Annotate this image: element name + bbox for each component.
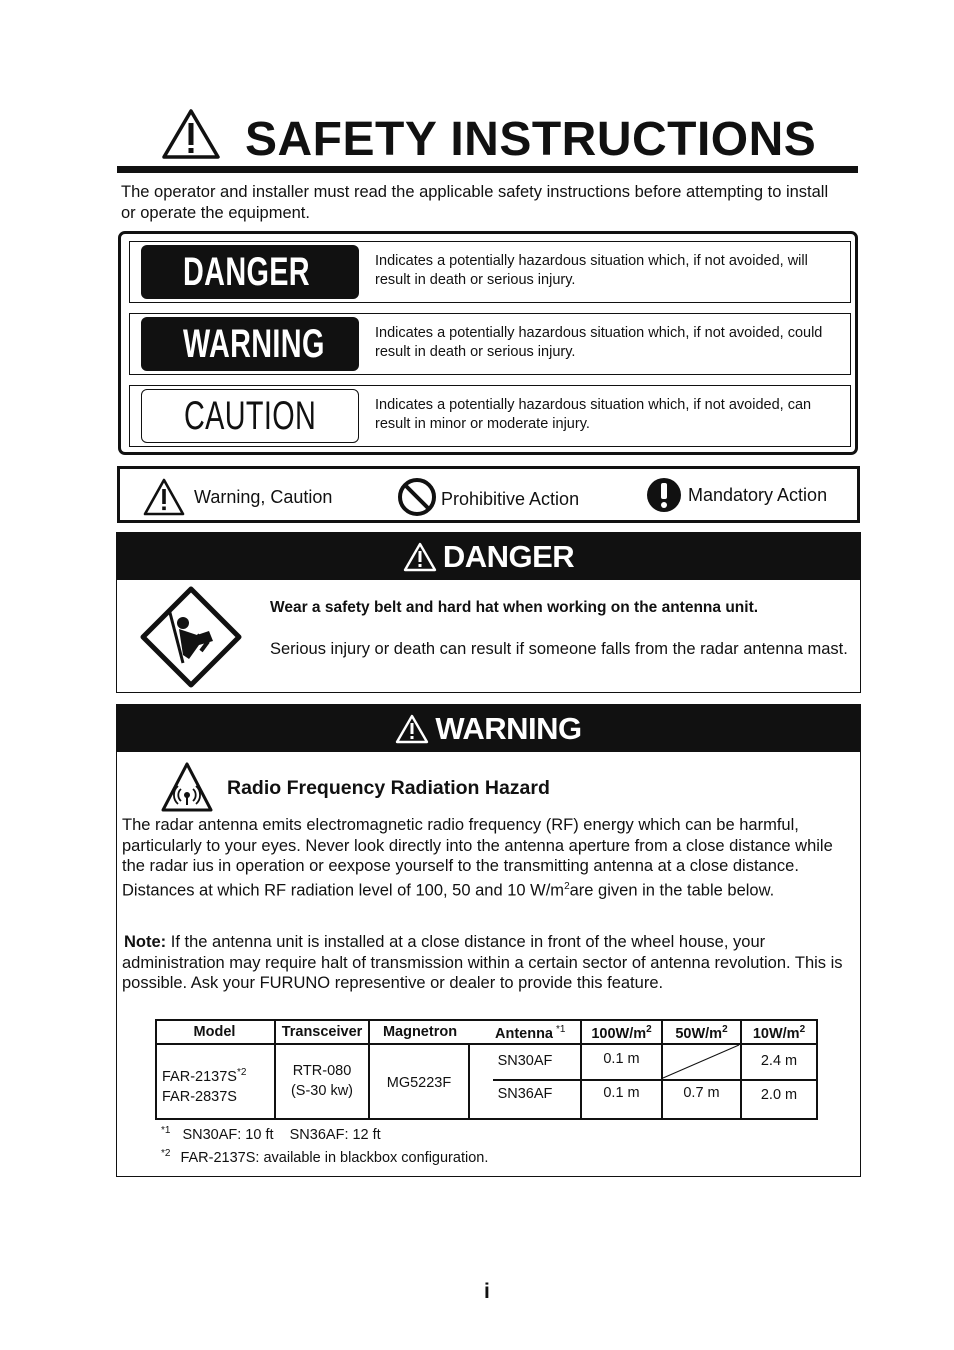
rf-paragraph-text-end: are given in the table below. (569, 881, 775, 899)
symbol-legend (117, 466, 860, 523)
model-2: FAR-2837S (162, 1088, 237, 1105)
danger-word: DANGER (183, 249, 310, 294)
caution-word: CAUTION (184, 393, 317, 438)
intro-text: The operator and installer must read the applicable safety instructions before attempting to install or operate the equipment. (121, 183, 829, 222)
cell-r2-10: 2.0 m (760, 1087, 798, 1103)
footnote-2-text: FAR-2137S: available in blackbox configuration. (180, 1149, 489, 1166)
cell-r2-50: 0.7 m (683, 1085, 720, 1101)
footnote-1-mark: *1 (161, 1125, 171, 1136)
rf-note-paragraph (122, 932, 850, 994)
col-header-50-text: 50W/m (675, 1025, 723, 1042)
warning-triangle-icon (395, 714, 429, 744)
model-1: FAR-2137S (162, 1068, 237, 1085)
footnote-2-mark: *2 (161, 1148, 171, 1159)
col-header-100-sup: 2 (646, 1024, 652, 1035)
legend-row-warning (129, 313, 851, 375)
note-text: If the antenna unit is installed at a close distance in front of the wheel house, your administration may require halt of transmission within a certain sector of antenna revolution. This is possible. Ask your FURUNO representive or dealer to provide this feature. (122, 933, 843, 992)
symbol-mandatory (646, 477, 827, 513)
page-title: SAFETY INSTRUCTIONS (245, 113, 817, 166)
col-header-magnetron: Magnetron (382, 1024, 458, 1040)
warning-word: WARNING (183, 321, 325, 366)
symbol-prohibitive-label: Prohibitive Action (441, 488, 580, 509)
rf-distance-table (155, 1019, 818, 1121)
warning-section-title: WARNING (435, 710, 582, 746)
warning-description: Indicates a potentially hazardous situation which, if not avoided, could result in death or serious injury. (375, 325, 823, 360)
page-title-block (117, 104, 858, 173)
legend-row-caution (129, 385, 851, 447)
col-header-50 (663, 1024, 740, 1042)
danger-badge (141, 245, 359, 299)
prohibition-icon (397, 477, 437, 517)
antenna-footnote-mark: *1 (556, 1024, 566, 1035)
col-header-100-text: 100W/m (591, 1025, 647, 1042)
radiation-hazard-icon (160, 761, 214, 813)
rf-hazard-paragraph (122, 815, 850, 901)
warning-triangle-icon (161, 108, 221, 160)
danger-section-title: DANGER (442, 538, 575, 574)
cell-r2-100: 0.1 m (603, 1085, 640, 1101)
symbol-mandatory-label: Mandatory Action (688, 484, 828, 505)
col-header-10 (742, 1024, 816, 1042)
warning-triangle-icon (403, 542, 437, 572)
caution-badge (141, 389, 359, 443)
col-header-100 (582, 1024, 661, 1042)
symbol-warning-label: Warning, Caution (194, 486, 333, 507)
col-header-model: Model (193, 1024, 236, 1040)
symbol-prohibitive (397, 477, 579, 517)
danger-instruction: Wear a safety belt and hard hat when working on the antenna unit. (270, 599, 759, 616)
cell-transceiver (276, 1061, 368, 1101)
legend-row-danger (129, 241, 851, 303)
danger-text: Serious injury or death can result if someone falls from the radar antenna mast. (270, 640, 848, 658)
model-1-footnote-mark: *2 (236, 1067, 247, 1078)
rf-paragraph-text: The radar antenna emits electromagnetic radio frequency (RF) energy which can be harmful, particularly to your eyes. Never look directly into the antenna aperture from a close distance while the radar ius in operation or eexpose yourself to the transmitting antenna at a close distance. Distances at which RF radiation level of 100, 50 and 10 W/m (122, 816, 833, 899)
cell-r1-10: 2.4 m (760, 1053, 798, 1069)
model-row-1 (162, 1063, 246, 1087)
warning-triangle-icon (142, 477, 186, 517)
cell-magnetron: MG5223F (386, 1075, 452, 1091)
col-header-10-text: 10W/m (752, 1025, 800, 1042)
danger-section-header (117, 533, 860, 580)
exclamation-circle-icon (646, 477, 682, 513)
rf-hazard-subtitle: Radio Frequency Radiation Hazard (227, 777, 550, 799)
footnote-1 (161, 1125, 381, 1143)
cell-r1-100: 0.1 m (603, 1051, 640, 1067)
danger-description: Indicates a potentially hazardous situation which, if not avoided, will result in death or serious injury. (375, 253, 808, 288)
cell-models (162, 1063, 246, 1107)
signal-word-legend (118, 231, 858, 455)
cell-antenna-2: SN36AF (497, 1086, 553, 1102)
note-label: Note: (124, 933, 167, 951)
warning-badge (141, 317, 359, 371)
col-header-10-sup: 2 (799, 1024, 806, 1035)
warning-section (116, 704, 861, 1177)
antenna-header-text: Antenna (495, 1025, 553, 1042)
warning-section-header (117, 705, 860, 752)
footnote-2 (161, 1148, 488, 1166)
caution-description: Indicates a potentially hazardous situation which, if not avoided, can result in minor or moderate injury. (375, 397, 812, 432)
danger-section (116, 532, 861, 693)
cell-antenna-1: SN30AF (497, 1053, 553, 1069)
col-header-transceiver: Transceiver (281, 1024, 363, 1040)
col-header-antenna (495, 1024, 565, 1042)
rf-paragraph-superscript: 2 (564, 880, 570, 892)
transceiver-2: (S-30 kw) (290, 1083, 354, 1099)
transceiver-1: RTR-080 (292, 1063, 352, 1079)
fall-hazard-icon (139, 585, 243, 689)
empty-cell-diagonal (661, 1043, 741, 1080)
symbol-warning (142, 477, 332, 517)
col-header-50-sup: 2 (722, 1024, 728, 1035)
page-number: i (484, 1280, 490, 1303)
footnote-1-text: SN30AF: 10 ft SN36AF: 12 ft (182, 1126, 381, 1143)
